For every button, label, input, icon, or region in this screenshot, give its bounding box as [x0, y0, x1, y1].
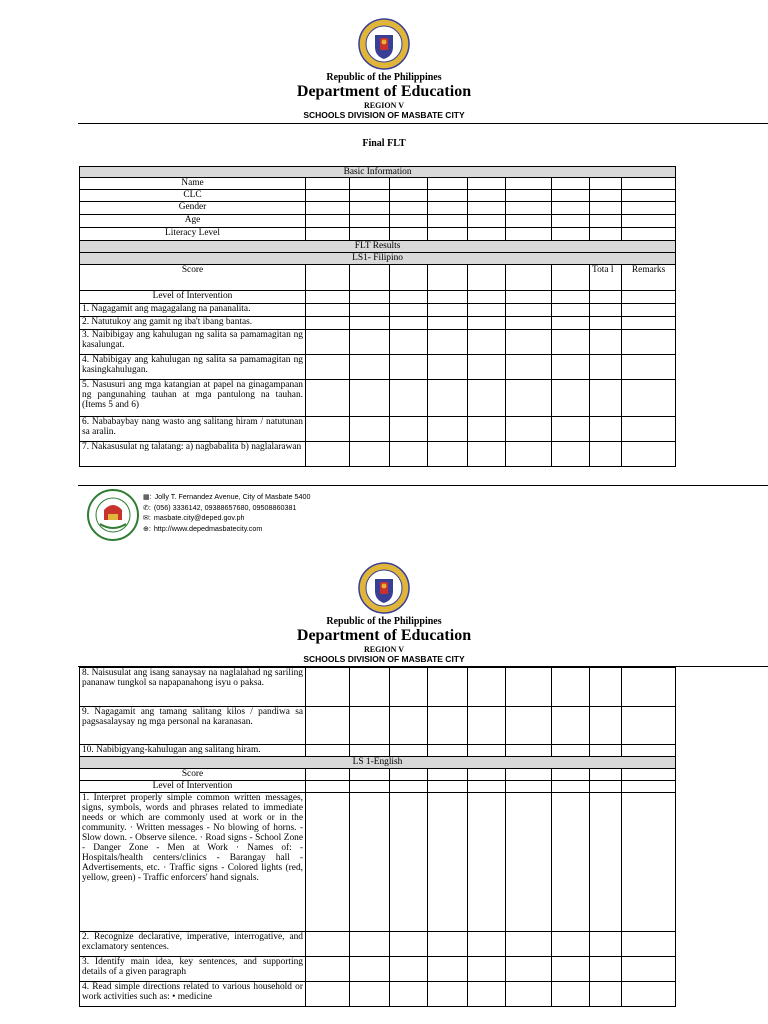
- basic-info-band: [80, 167, 676, 178]
- flt-results-label: FLT Results: [80, 241, 676, 253]
- ls1-filipino-band: [80, 253, 676, 265]
- intervention-label: Level of Intervention: [80, 291, 306, 304]
- division-line: SCHOOLS DIVISION OF MASBATE CITY: [303, 110, 465, 120]
- row-label: Gender: [80, 202, 306, 215]
- table-row: [80, 190, 676, 202]
- footer-contact: [143, 492, 311, 534]
- table-row: [80, 178, 676, 190]
- republic-line: Republic of the Philippines: [326, 72, 442, 83]
- letterhead: [0, 562, 768, 664]
- ls1-filipino-label: LS1- Filipino: [80, 253, 676, 265]
- table-row: [80, 228, 676, 241]
- intervention-row: [80, 291, 676, 304]
- table-row: [80, 707, 676, 745]
- table-row: [80, 380, 676, 417]
- row-label: CLC: [80, 190, 306, 202]
- footer-email[interactable]: masbate.city@deped.gov.ph: [153, 513, 245, 522]
- intervention-row: [80, 781, 676, 793]
- deped-seal-icon: [358, 562, 410, 614]
- globe-icon: ⊕:: [143, 525, 151, 533]
- division-line: SCHOOLS DIVISION OF MASBATE CITY: [303, 654, 465, 664]
- table-row: [80, 317, 676, 330]
- table-row: [80, 304, 676, 317]
- phone-icon: ✆:: [143, 504, 151, 512]
- competency-item: 10. Nabibigyang-kahulugan ang salitang hiram.: [80, 745, 306, 757]
- department-title: Department of Education: [296, 627, 472, 644]
- basic-info-label: Basic Information: [80, 167, 676, 178]
- flt-table-page1: [79, 166, 676, 467]
- department-title: Department of Education: [296, 83, 472, 100]
- table-row: [80, 442, 676, 467]
- footer-phone: (056) 3336142, 09388657680, 09508860381: [153, 502, 297, 512]
- score-label: Score: [80, 265, 306, 291]
- email-icon: ✉:: [143, 515, 151, 522]
- competency-item: 1. Nagagamit ang magagalang na pananalita.: [80, 304, 306, 317]
- footer-address: Jolly T. Fernandez Avenue, City of Masbate 5400: [154, 492, 311, 501]
- footer-web[interactable]: http://www.depedmasbatecity.com: [153, 523, 263, 533]
- flt-table-page2: [79, 667, 676, 1007]
- table-row: [80, 668, 676, 707]
- competency-item: 2. Natutukoy ang gamit ng iba't ibang bantas.: [80, 317, 306, 330]
- row-label: Name: [80, 178, 306, 190]
- flt-results-band: [80, 241, 676, 253]
- footer: [86, 488, 386, 542]
- competency-item: 7. Nakasusulat ng talatang: a) nagbabalita b) naglalarawan: [80, 442, 306, 467]
- score-row: [80, 265, 676, 291]
- competency-item: 4. Read simple directions related to various household or work activities such as: • medicine: [80, 982, 306, 1007]
- competency-item: 2. Recognize declarative, imperative, interrogative, and exclamatory sentences.: [80, 932, 306, 957]
- ls1-english-band: [80, 757, 676, 769]
- score-row: [80, 769, 676, 781]
- competency-item: 8. Naisusulat ang isang sanaysay na naglalahad ng sariling pananaw tungkol sa napapanahong isyu o paksa.: [80, 668, 306, 707]
- competency-item: 3. Identify main idea, key sentences, and supporting details of a given paragraph: [80, 957, 306, 982]
- building-icon: ▦:: [143, 494, 152, 501]
- header-rule: [78, 123, 768, 124]
- ls1-english-label: LS 1-English: [80, 757, 676, 769]
- table-row: [80, 793, 676, 932]
- page-2: [0, 560, 768, 1024]
- table-row: [80, 417, 676, 442]
- republic-line: Republic of the Philippines: [326, 616, 442, 627]
- row-label: Age: [80, 215, 306, 228]
- table-row: [80, 982, 676, 1007]
- region-line: REGION V: [363, 101, 405, 110]
- score-label: Score: [80, 769, 306, 781]
- table-row: [80, 215, 676, 228]
- competency-item: 1. Interpret properly simple common written messages, signs, symbols, words and phrases related to immediate needs or which are commonly used at work or in the community. · Written messages - No blowing of horns. - Slow down. - Observe silence. · Road signs - School Zone - Danger Zone - Men at Work · Names of: - Hospitals/health centers/clinics - Barangay hall - Advertisements, etc. · Traffic signs - Colored lights (red, yellow, green) - Traffic enforcers' hand signals.: [80, 793, 306, 932]
- division-seal-icon: [86, 488, 140, 542]
- competency-item: 4. Nabibigay ang kahulugan ng salita sa pamamagitan ng kasingkahulugan.: [80, 355, 306, 380]
- deped-seal-icon: [358, 18, 410, 70]
- intervention-label: Level of Intervention: [80, 781, 306, 793]
- remarks-label: Remarks: [622, 265, 676, 291]
- competency-item: 3. Naibibigay ang kahulugan ng salita sa pamamagitan ng kasalungat.: [80, 330, 306, 355]
- region-line: REGION V: [363, 645, 405, 654]
- table-row: [80, 957, 676, 982]
- table-row: [80, 202, 676, 215]
- table-row: [80, 745, 676, 757]
- total-label: Tota l: [590, 265, 622, 291]
- competency-item: 6. Nababaybay nang wasto ang salitang hiram / natutunan sa aralin.: [80, 417, 306, 442]
- competency-item: 5. Nasusuri ang mga katangian at papel na ginagampanan ng pangunahing tauhan at mga pantulong na tauhan. (Items 5 and 6): [80, 380, 306, 417]
- footer-rule: [78, 485, 768, 486]
- letterhead: [0, 18, 768, 120]
- competency-item: 9. Nagagamit ang tamang salitang kilos / pandiwa sa pagsasalaysay ng mga personal na karanasan.: [80, 707, 306, 745]
- table-row: [80, 932, 676, 957]
- table-row: [80, 355, 676, 380]
- row-label: Literacy Level: [80, 228, 306, 241]
- table-row: [80, 330, 676, 355]
- form-title: Final FLT: [362, 138, 406, 149]
